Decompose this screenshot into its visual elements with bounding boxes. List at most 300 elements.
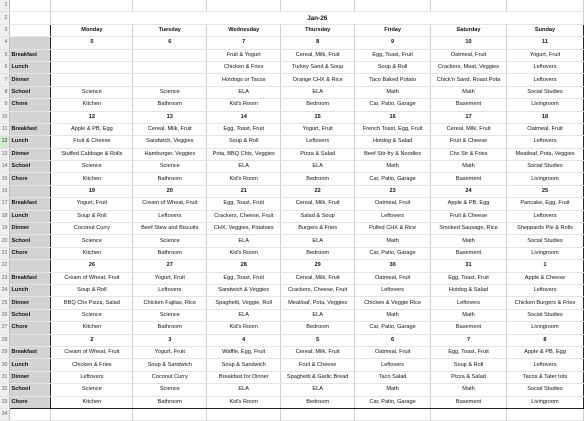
date-cell[interactable]: 7	[431, 334, 507, 346]
row-label-chore[interactable]: Chore	[10, 322, 51, 334]
date-cell[interactable]: 18	[506, 111, 583, 123]
school-cell[interactable]: ELA	[207, 86, 281, 98]
row-header[interactable]: 24	[0, 284, 10, 296]
lunch-cell[interactable]: Fruit & Cheese	[431, 210, 507, 222]
dinner-cell[interactable]: BBQ Chx Pizza, Salad	[51, 297, 133, 309]
breakfast-cell[interactable]: Egg, Toast, Fruit	[207, 123, 281, 135]
chore-cell[interactable]: Basement	[431, 322, 507, 334]
date-cell[interactable]: 26	[51, 260, 133, 272]
row-label-dinner[interactable]: Dinner	[10, 371, 51, 383]
date-cell[interactable]: 7	[207, 37, 281, 49]
breakfast-cell[interactable]: Yogurt, Fruit	[133, 346, 207, 358]
row-header[interactable]: 18	[0, 210, 10, 222]
chore-cell[interactable]: Basement	[431, 99, 507, 111]
row-header[interactable]: 20	[0, 235, 10, 247]
chore-cell[interactable]: Livingroom	[506, 322, 583, 334]
chore-cell[interactable]: Kitchen	[51, 247, 133, 259]
breakfast-cell[interactable]: Egg, Toast, Fruit	[207, 198, 281, 210]
school-cell[interactable]: Math	[355, 384, 431, 396]
date-cell[interactable]: 15	[281, 111, 355, 123]
breakfast-cell[interactable]: Oatmeal, Fruit	[431, 49, 507, 61]
row-label-dinner[interactable]: Dinner	[10, 223, 51, 235]
dinner-cell[interactable]: Pota, BBQ Chix, Veggies	[207, 148, 281, 160]
date-cell[interactable]: 20	[133, 185, 207, 197]
row-header[interactable]: 16	[0, 185, 10, 197]
row-header[interactable]: 8	[0, 86, 10, 98]
breakfast-cell[interactable]: French Toast, Egg, Fruit	[355, 123, 431, 135]
lunch-cell[interactable]: Leftovers	[355, 284, 431, 296]
school-cell[interactable]: Math	[431, 384, 507, 396]
row-header[interactable]: 9	[0, 99, 10, 111]
date-cell[interactable]: 25	[506, 185, 583, 197]
lunch-cell[interactable]: Fruit & Cheese	[51, 136, 133, 148]
day-header[interactable]: Thursday	[281, 24, 355, 36]
date-cell[interactable]: 22	[281, 185, 355, 197]
row-header[interactable]: 21	[0, 247, 10, 259]
school-cell[interactable]: ELA	[281, 86, 355, 98]
school-cell[interactable]: ELA	[281, 309, 355, 321]
row-header[interactable]: 33	[0, 396, 10, 408]
row-label-breakfast[interactable]: Breakfast	[10, 123, 51, 135]
breakfast-cell[interactable]: Cereal, Milk, Fruit	[281, 49, 355, 61]
lunch-cell[interactable]: Fruit & Cheese	[281, 359, 355, 371]
dinner-cell[interactable]: Leftovers	[431, 297, 507, 309]
date-cell[interactable]: 6	[355, 334, 431, 346]
dinner-cell[interactable]: Pizza & Salad	[431, 371, 507, 383]
row-label-dinner[interactable]: Dinner	[10, 148, 51, 160]
row-label-school[interactable]: School	[10, 384, 51, 396]
row-header[interactable]: 4	[0, 37, 10, 49]
chore-cell[interactable]: Basement	[431, 173, 507, 185]
school-cell[interactable]: ELA	[207, 235, 281, 247]
row-label-chore[interactable]: Chore	[10, 247, 51, 259]
lunch-cell[interactable]: Leftovers	[506, 359, 583, 371]
dinner-cell[interactable]: Meatloaf, Pota, Veggies	[506, 148, 583, 160]
cell[interactable]	[10, 12, 51, 24]
row-header[interactable]: 12	[0, 136, 10, 148]
lunch-cell[interactable]: Hotdog & Salad	[355, 136, 431, 148]
breakfast-cell[interactable]: Apple & PB, Egg	[506, 346, 583, 358]
cell[interactable]	[10, 408, 51, 420]
cell[interactable]	[281, 408, 355, 420]
chore-cell[interactable]: Car, Patio, Garage	[355, 247, 431, 259]
breakfast-cell[interactable]: Cream of Wheat, Fruit	[51, 346, 133, 358]
dinner-cell[interactable]: Sheppards Pie & Rolls	[506, 223, 583, 235]
row-header[interactable]: 26	[0, 309, 10, 321]
date-cell[interactable]: 5	[281, 334, 355, 346]
school-cell[interactable]: Science	[133, 309, 207, 321]
school-cell[interactable]: Science	[51, 161, 133, 173]
school-cell[interactable]: Social Studies	[506, 235, 583, 247]
lunch-cell[interactable]: Fruit & Cheese	[431, 136, 507, 148]
breakfast-cell[interactable]: Yogurt, Fruit	[506, 49, 583, 61]
row-label-dinner[interactable]: Dinner	[10, 74, 51, 86]
lunch-cell[interactable]: Soup & Roll	[355, 61, 431, 73]
dinner-cell[interactable]: Spaghetti & Garlic Bread	[281, 371, 355, 383]
day-header[interactable]: Saturday	[431, 24, 507, 36]
breakfast-cell[interactable]: Apple & PB, Egg	[51, 123, 133, 135]
row-label-breakfast[interactable]: Breakfast	[10, 272, 51, 284]
breakfast-cell[interactable]: Yogurt, Fruit	[51, 198, 133, 210]
breakfast-cell[interactable]: Apple & PB, Egg	[431, 198, 507, 210]
date-cell[interactable]: 19	[51, 185, 133, 197]
school-cell[interactable]: ELA	[207, 309, 281, 321]
school-cell[interactable]: Science	[133, 161, 207, 173]
chore-cell[interactable]: Kitchen	[51, 396, 133, 408]
dinner-cell[interactable]: Burgers & Fries	[281, 223, 355, 235]
dinner-cell[interactable]	[133, 74, 207, 86]
breakfast-cell[interactable]: Cereal, Milk, Fruit	[281, 198, 355, 210]
row-label-school[interactable]: School	[10, 309, 51, 321]
dinner-cell[interactable]: Beef Stew and Biscuits	[133, 223, 207, 235]
school-cell[interactable]: Science	[133, 384, 207, 396]
breakfast-cell[interactable]: Egg, Toast, Fruit	[431, 346, 507, 358]
cell[interactable]	[10, 0, 51, 12]
cell[interactable]	[431, 0, 507, 12]
row-header[interactable]: 14	[0, 161, 10, 173]
lunch-cell[interactable]: Leftovers	[506, 210, 583, 222]
chore-cell[interactable]: Car, Patio, Garage	[355, 99, 431, 111]
row-label-chore[interactable]: Chore	[10, 173, 51, 185]
row-label-dinner[interactable]: Dinner	[10, 297, 51, 309]
breakfast-cell[interactable]: Egg, Toast, Fruit	[431, 272, 507, 284]
row-header[interactable]: 34	[0, 408, 10, 420]
date-cell[interactable]: 13	[133, 111, 207, 123]
chore-cell[interactable]: Bedroom	[281, 396, 355, 408]
cell[interactable]	[355, 0, 431, 12]
breakfast-cell[interactable]: Oatmeal, Fruit	[355, 272, 431, 284]
lunch-cell[interactable]: Soup & Sandwich	[207, 359, 281, 371]
dinner-cell[interactable]	[51, 74, 133, 86]
row-header[interactable]: 22	[0, 260, 10, 272]
date-cell[interactable]: 23	[355, 185, 431, 197]
chore-cell[interactable]: Livingroom	[506, 247, 583, 259]
breakfast-cell[interactable]: Fruit & Yogurt	[207, 49, 281, 61]
dinner-cell[interactable]: Coconut Curry	[133, 371, 207, 383]
dinner-cell[interactable]: Breakfast for Dinner	[207, 371, 281, 383]
date-cell[interactable]: 5	[51, 37, 133, 49]
row-header[interactable]: 6	[0, 61, 10, 73]
row-header[interactable]: 27	[0, 322, 10, 334]
breakfast-cell[interactable]: Oatmeal, Fruit	[355, 198, 431, 210]
date-cell[interactable]: 31	[431, 260, 507, 272]
lunch-cell[interactable]: Soup & Roll	[51, 284, 133, 296]
dinner-cell[interactable]: Leftovers	[51, 371, 133, 383]
date-cell[interactable]: 8	[281, 37, 355, 49]
day-header[interactable]: Sunday	[506, 24, 583, 36]
chore-cell[interactable]: Basement	[431, 247, 507, 259]
date-cell[interactable]: 8	[506, 334, 583, 346]
school-cell[interactable]: Math	[431, 309, 507, 321]
lunch-cell[interactable]: Leftovers	[506, 284, 583, 296]
date-cell[interactable]: 17	[431, 111, 507, 123]
dinner-cell[interactable]: Chx Str & Fries	[431, 148, 507, 160]
chore-cell[interactable]: Livingroom	[506, 396, 583, 408]
row-header[interactable]: 29	[0, 346, 10, 358]
row-header[interactable]: 11	[0, 123, 10, 135]
dinner-cell[interactable]: Chicken Burgers & Fries	[506, 297, 583, 309]
school-cell[interactable]: Social Studies	[506, 309, 583, 321]
dinner-cell[interactable]: Coconut Curry	[51, 223, 133, 235]
row-header[interactable]: 5	[0, 49, 10, 61]
chore-cell[interactable]: Livingroom	[506, 173, 583, 185]
lunch-cell[interactable]: Soup & Sandwich	[133, 359, 207, 371]
dinner-cell[interactable]: Orange CHX & Rice	[281, 74, 355, 86]
row-label-school[interactable]: School	[10, 235, 51, 247]
cell[interactable]	[133, 0, 207, 12]
cell[interactable]	[51, 408, 133, 420]
chore-cell[interactable]: Kitchen	[51, 99, 133, 111]
school-cell[interactable]: Science	[133, 86, 207, 98]
date-cell[interactable]: 27	[133, 260, 207, 272]
breakfast-cell[interactable]	[133, 49, 207, 61]
cell[interactable]	[10, 24, 51, 36]
row-header[interactable]: 30	[0, 359, 10, 371]
date-cell[interactable]: 14	[207, 111, 281, 123]
lunch-cell[interactable]	[133, 61, 207, 73]
chore-cell[interactable]: Kid's Room	[207, 322, 281, 334]
lunch-cell[interactable]: Hotdog & Salad	[431, 284, 507, 296]
dinner-cell[interactable]: Hotdogs or Tacos	[207, 74, 281, 86]
breakfast-cell[interactable]: Cereal, Milk, Fruit	[133, 123, 207, 135]
breakfast-cell[interactable]: Cream of Wheat, Fruit	[133, 198, 207, 210]
dinner-cell[interactable]: Stuffed Cabbage & Rolls	[51, 148, 133, 160]
school-cell[interactable]: Math	[355, 309, 431, 321]
dinner-cell[interactable]: Smoked Sausage, Rice	[431, 223, 507, 235]
breakfast-cell[interactable]: Yogurt, Fruit	[281, 123, 355, 135]
chore-cell[interactable]: Bedroom	[281, 99, 355, 111]
dinner-cell[interactable]: Leftovers	[506, 74, 583, 86]
row-label-breakfast[interactable]: Breakfast	[10, 346, 51, 358]
cell[interactable]	[51, 0, 133, 12]
school-cell[interactable]: ELA	[281, 384, 355, 396]
day-header[interactable]: Wednesday	[207, 24, 281, 36]
chore-cell[interactable]: Bathroom	[133, 99, 207, 111]
lunch-cell[interactable]: Leftovers	[506, 136, 583, 148]
row-label-chore[interactable]: Chore	[10, 99, 51, 111]
date-cell[interactable]: 24	[431, 185, 507, 197]
row-label-lunch[interactable]: Lunch	[10, 359, 51, 371]
dinner-cell[interactable]: CHX, Veggies, Potatoes	[207, 223, 281, 235]
lunch-cell[interactable]	[51, 61, 133, 73]
school-cell[interactable]: ELA	[207, 384, 281, 396]
lunch-cell[interactable]: Leftovers	[281, 136, 355, 148]
lunch-cell[interactable]: Crackers, Meat, Veggies	[431, 61, 507, 73]
date-cell[interactable]: 16	[355, 111, 431, 123]
school-cell[interactable]: Math	[431, 86, 507, 98]
row-header[interactable]: 25	[0, 297, 10, 309]
row-header[interactable]: 19	[0, 223, 10, 235]
lunch-cell[interactable]: Leftovers	[133, 210, 207, 222]
day-header[interactable]: Friday	[355, 24, 431, 36]
lunch-cell[interactable]: Crackers, Cheese, Fruit	[207, 210, 281, 222]
chore-cell[interactable]: Kitchen	[51, 173, 133, 185]
breakfast-cell[interactable]: Egg, Toast, Fruit	[355, 49, 431, 61]
breakfast-cell[interactable]: Oatmeal, Fruit	[506, 123, 583, 135]
cell[interactable]	[207, 408, 281, 420]
date-cell[interactable]: 2	[51, 334, 133, 346]
dinner-cell[interactable]: Hamburger, Veggies	[133, 148, 207, 160]
label-cell[interactable]	[10, 37, 51, 49]
chore-cell[interactable]: Kitchen	[51, 322, 133, 334]
date-cell[interactable]: 11	[506, 37, 583, 49]
dinner-cell[interactable]: Tacos & Tater tots	[506, 371, 583, 383]
row-header[interactable]: 17	[0, 198, 10, 210]
row-header[interactable]: 13	[0, 148, 10, 160]
lunch-cell[interactable]: Leftovers	[506, 61, 583, 73]
date-cell[interactable]: 9	[355, 37, 431, 49]
date-cell[interactable]: 6	[133, 37, 207, 49]
breakfast-cell[interactable]: Egg, Toast, Fruit	[207, 272, 281, 284]
cell[interactable]	[355, 408, 431, 420]
chore-cell[interactable]: Kid's Room	[207, 173, 281, 185]
breakfast-cell[interactable]: Cereal, Milk, Fruit	[431, 123, 507, 135]
chore-cell[interactable]: Kid's Room	[207, 247, 281, 259]
dinner-cell[interactable]: Meatloaf, Pota, Veggies	[281, 297, 355, 309]
chore-cell[interactable]: Car, Patio, Garage	[355, 173, 431, 185]
school-cell[interactable]: Science	[133, 235, 207, 247]
school-cell[interactable]: Math	[431, 161, 507, 173]
date-cell[interactable]: 1	[506, 260, 583, 272]
row-label-breakfast[interactable]: Breakfast	[10, 198, 51, 210]
school-cell[interactable]: Social Studies	[506, 161, 583, 173]
school-cell[interactable]: ELA	[281, 161, 355, 173]
row-label-lunch[interactable]: Lunch	[10, 136, 51, 148]
label-cell[interactable]	[10, 334, 51, 346]
date-cell[interactable]: 30	[355, 260, 431, 272]
chore-cell[interactable]: Livingroom	[506, 99, 583, 111]
lunch-cell[interactable]: Leftovers	[355, 359, 431, 371]
row-label-school[interactable]: School	[10, 86, 51, 98]
school-cell[interactable]: Social Studies	[506, 384, 583, 396]
row-label-breakfast[interactable]: Breakfast	[10, 49, 51, 61]
school-cell[interactable]: Science	[51, 384, 133, 396]
school-cell[interactable]: Math	[431, 235, 507, 247]
breakfast-cell[interactable]: Cereal, Milk, Fruit	[281, 346, 355, 358]
dinner-cell[interactable]: Taco Baked Potato	[355, 74, 431, 86]
row-header[interactable]: 23	[0, 272, 10, 284]
breakfast-cell[interactable]: Waffle, Egg, Fruit	[207, 346, 281, 358]
row-label-school[interactable]: School	[10, 161, 51, 173]
chore-cell[interactable]: Kid's Room	[207, 99, 281, 111]
school-cell[interactable]: Social Studies	[506, 86, 583, 98]
chore-cell[interactable]: Basement	[431, 396, 507, 408]
row-header[interactable]: 32	[0, 384, 10, 396]
cell[interactable]	[431, 408, 507, 420]
lunch-cell[interactable]: Leftovers	[355, 210, 431, 222]
lunch-cell[interactable]: Chicken & Fries	[207, 61, 281, 73]
row-header[interactable]: 15	[0, 173, 10, 185]
chore-cell[interactable]: Bedroom	[281, 173, 355, 185]
chore-cell[interactable]: Kid's Room	[207, 396, 281, 408]
breakfast-cell[interactable]: Pancake, Egg, Fruit	[506, 198, 583, 210]
lunch-cell[interactable]: Salad & Soup	[281, 210, 355, 222]
chore-cell[interactable]: Bedroom	[281, 322, 355, 334]
school-cell[interactable]: Math	[355, 235, 431, 247]
chore-cell[interactable]: Bathroom	[133, 173, 207, 185]
dinner-cell[interactable]: Spaghetti, Veggie, Roll	[207, 297, 281, 309]
dinner-cell[interactable]: Chicken & Veggie Rice	[355, 297, 431, 309]
row-header[interactable]: 1	[0, 0, 10, 12]
cell[interactable]	[506, 408, 583, 420]
lunch-cell[interactable]: Turkey Sand & Soup	[281, 61, 355, 73]
dinner-cell[interactable]: Chicken Fajitas, Rice	[133, 297, 207, 309]
cell[interactable]	[506, 0, 583, 12]
label-cell[interactable]	[10, 111, 51, 123]
lunch-cell[interactable]: Crackers, Cheese, Fruit	[281, 284, 355, 296]
school-cell[interactable]: ELA	[281, 235, 355, 247]
school-cell[interactable]: Math	[355, 161, 431, 173]
lunch-cell[interactable]: Soup & Roll	[207, 136, 281, 148]
lunch-cell[interactable]: Sandwich & Veggies	[207, 284, 281, 296]
label-cell[interactable]	[10, 260, 51, 272]
dinner-cell[interactable]: Pizza & Salad	[281, 148, 355, 160]
row-header[interactable]: 31	[0, 371, 10, 383]
row-label-lunch[interactable]: Lunch	[10, 284, 51, 296]
row-header[interactable]: 3	[0, 24, 10, 36]
month-title[interactable]: Jan-26	[51, 12, 584, 24]
breakfast-cell[interactable]: Cereal, Milk, Fruit	[281, 272, 355, 284]
date-cell[interactable]: 4	[207, 334, 281, 346]
school-cell[interactable]: ELA	[207, 161, 281, 173]
lunch-cell[interactable]: Chicken & Fries	[51, 359, 133, 371]
date-cell[interactable]: 3	[133, 334, 207, 346]
dinner-cell[interactable]: Beef Stir-fry & Noodles	[355, 148, 431, 160]
date-cell[interactable]: 10	[431, 37, 507, 49]
date-cell[interactable]: 29	[281, 260, 355, 272]
breakfast-cell[interactable]: Yogurt, Fruit	[133, 272, 207, 284]
row-header[interactable]: 2	[0, 12, 10, 24]
row-label-chore[interactable]: Chore	[10, 396, 51, 408]
day-header[interactable]: Tuesday	[133, 24, 207, 36]
school-cell[interactable]: Science	[51, 309, 133, 321]
chore-cell[interactable]: Car, Patio, Garage	[355, 396, 431, 408]
chore-cell[interactable]: Car, Patio, Garage	[355, 322, 431, 334]
row-header[interactable]: 28	[0, 334, 10, 346]
breakfast-cell[interactable]: Oatmeal, Fruit	[355, 346, 431, 358]
row-header[interactable]: 10	[0, 111, 10, 123]
date-cell[interactable]: 12	[51, 111, 133, 123]
breakfast-cell[interactable]: Cream of Wheat, Fruit	[51, 272, 133, 284]
day-header[interactable]: Monday	[51, 24, 133, 36]
label-cell[interactable]	[10, 185, 51, 197]
cell[interactable]	[133, 408, 207, 420]
school-cell[interactable]: Science	[51, 235, 133, 247]
breakfast-cell[interactable]	[51, 49, 133, 61]
chore-cell[interactable]: Bedroom	[281, 247, 355, 259]
row-label-lunch[interactable]: Lunch	[10, 61, 51, 73]
date-cell[interactable]: 21	[207, 185, 281, 197]
date-cell[interactable]: 28	[207, 260, 281, 272]
cell[interactable]	[207, 0, 281, 12]
row-header[interactable]: 7	[0, 74, 10, 86]
school-cell[interactable]: Science	[51, 86, 133, 98]
chore-cell[interactable]: Bathroom	[133, 247, 207, 259]
lunch-cell[interactable]: Leftovers	[133, 284, 207, 296]
school-cell[interactable]: Math	[355, 86, 431, 98]
chore-cell[interactable]: Bathroom	[133, 396, 207, 408]
chore-cell[interactable]: Bathroom	[133, 322, 207, 334]
dinner-cell[interactable]: Chick'n Sand, Roast Pota	[431, 74, 507, 86]
lunch-cell[interactable]: Soup & Roll	[51, 210, 133, 222]
breakfast-cell[interactable]: Apple & Cheese	[506, 272, 583, 284]
dinner-cell[interactable]: Taco Salad	[355, 371, 431, 383]
row-label-lunch[interactable]: Lunch	[10, 210, 51, 222]
cell[interactable]	[281, 0, 355, 12]
lunch-cell[interactable]: Soup & Roll	[431, 359, 507, 371]
lunch-cell[interactable]: Sandwich, Veggies	[133, 136, 207, 148]
dinner-cell[interactable]: Pulled CHX & Rice	[355, 223, 431, 235]
